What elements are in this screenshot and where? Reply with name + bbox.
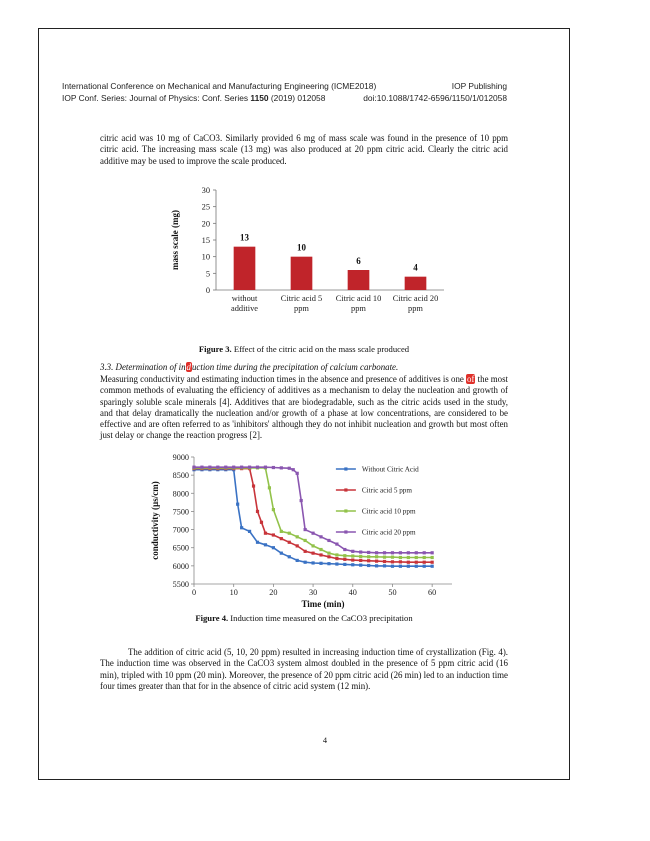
line-point — [335, 553, 338, 556]
line-point — [367, 559, 370, 562]
line-point — [415, 556, 418, 559]
line-point — [431, 551, 434, 554]
line-point — [431, 556, 434, 559]
line-point — [280, 466, 283, 469]
legend-swatch-marker — [344, 467, 347, 470]
line-point — [351, 563, 354, 566]
line-point — [423, 565, 426, 568]
bar-category-label: Citric acid 20 ppm — [392, 294, 439, 313]
bar-data-label: 6 — [356, 256, 361, 266]
line-point — [200, 466, 203, 469]
line-y-tick-label: 6500 — [172, 543, 189, 553]
bar — [348, 270, 370, 290]
line-point — [224, 466, 227, 469]
line-point — [367, 564, 370, 567]
line-point — [399, 560, 402, 563]
figure3-label: Figure 3. — [198, 344, 232, 354]
bar-data-label: 13 — [240, 232, 249, 243]
conclusion-paragraph: The addition of citric acid (5, 10, 20 ppm) resulted in increasing induction time of crystallization (Fig. 4). The induction time was observed in the CaCO3 system almost doubled in the presence of 5 ppm citric acid (16 min), tripled with 10 ppm (20 min). Moreover, the presence of 20 ppm citric acid (26 min) led to an induction time four times greater than that for in the absence of citric acid system (12 min). — [100, 647, 508, 691]
bar-y-tick-label: 30 — [201, 186, 210, 195]
line-point — [319, 535, 322, 538]
bar-category-label: Citric acid 5 ppm — [280, 294, 323, 313]
line-point — [415, 565, 418, 568]
bar — [291, 257, 313, 290]
figure4-label: Figure 4. — [195, 613, 229, 623]
line-point — [431, 561, 434, 564]
line-point — [236, 503, 239, 506]
line-point — [311, 561, 314, 564]
intro-paragraph: citric acid was 10 mg of CaCO3. Similarly provided 6 mg of mass scale was found in the presence of 10 ppm citric acid. The increasing mass scale (13 mg) was also produced at 20 ppm citric acid. Clearly the citric acid additive may be used to improve the scale produced. — [100, 133, 508, 166]
line-point — [296, 544, 299, 547]
running-header-line2 — [62, 93, 507, 103]
line-point — [351, 554, 354, 557]
line-point — [367, 555, 370, 558]
line-y-tick-label: 9000 — [172, 453, 189, 462]
line-point — [407, 565, 410, 568]
line-point — [319, 562, 322, 565]
doi: doi:10.1088/1742-6596/1150/1/012058 — [363, 93, 507, 103]
line-point — [296, 472, 299, 475]
line-point — [232, 466, 235, 469]
line-y-tick-label: 5500 — [172, 580, 189, 589]
bar — [234, 247, 256, 290]
line-point — [256, 541, 259, 544]
bar-data-label: 10 — [297, 242, 306, 253]
line-point — [327, 562, 330, 565]
line-point — [292, 468, 295, 471]
section-title-start: 3.3. Determination of in — [100, 362, 186, 372]
line-y-tick-label: 7500 — [172, 507, 189, 517]
line-point — [280, 552, 283, 555]
bar-y-tick-label: 20 — [201, 219, 210, 229]
publisher-name: IOP Publishing — [451, 81, 507, 91]
line-point — [343, 548, 346, 551]
line-point — [383, 556, 386, 559]
line-point — [256, 466, 259, 469]
line-y-tick-label: 8500 — [172, 471, 189, 481]
bar-category-label: Citric acid 10 ppm — [335, 294, 382, 313]
line-point — [391, 551, 394, 554]
line-x-tick-label: 20 — [269, 588, 278, 597]
line-point — [423, 561, 426, 564]
line-point — [311, 552, 314, 555]
body-paragraph-rest: the most common methods of evaluating the efficiency of additives as a mechanism to delay the nucleation and growth of sparingly soluble scale minerals [4]. Additives that are biodegradable, such as the citric acids used in the study, and that delay dramatically the nucleation and/or growth of a phase at low concentrations, are considered to be effective and are often referred to as 'inhibitors' although they do not inhibit nucleation and growth but most often just delay or change the reaction progress [2]. — [100, 374, 508, 441]
bar-y-tick-label: 5 — [205, 269, 210, 279]
series-suffix: (2019) 012058 — [268, 93, 326, 103]
figure4-caption-text: Induction time measured on the CaCO3 precipitation — [228, 613, 413, 623]
line-point — [260, 521, 263, 524]
line-point — [304, 528, 307, 531]
line-point — [399, 551, 402, 554]
line-x-axis-label: Time (min) — [301, 599, 345, 609]
line-point — [240, 526, 243, 529]
line-point — [268, 486, 271, 489]
line-point — [343, 558, 346, 561]
figure4-caption — [100, 613, 508, 623]
bar-y-tick-label: 25 — [201, 202, 210, 212]
line-point — [311, 544, 314, 547]
figure3-caption — [100, 344, 508, 354]
line-point — [272, 546, 275, 549]
line-point — [280, 537, 283, 540]
line-point — [216, 466, 219, 469]
line-point — [272, 533, 275, 536]
line-point — [327, 555, 330, 558]
line-point — [415, 551, 418, 554]
bar-y-tick-label: 0 — [205, 286, 210, 295]
line-point — [288, 541, 291, 544]
line-x-tick-label: 30 — [308, 588, 318, 597]
line-point — [296, 559, 299, 562]
line-point — [248, 466, 251, 469]
line-y-tick-label: 7000 — [172, 525, 189, 535]
line-point — [343, 554, 346, 557]
line-point — [359, 550, 362, 553]
bar-category-label: without additive — [231, 294, 258, 313]
line-point — [415, 561, 418, 564]
line-point — [343, 563, 346, 566]
line-point — [359, 559, 362, 562]
line-x-tick-label: 60 — [428, 588, 437, 597]
line-point — [304, 561, 307, 564]
line-point — [375, 555, 378, 558]
section-title-highlight: d — [186, 362, 191, 372]
line-x-tick-label: 50 — [388, 588, 397, 597]
series-prefix: IOP Conf. Series: Journal of Physics: Conf. Series — [62, 93, 251, 103]
line-point — [256, 510, 259, 513]
line-point — [407, 556, 410, 559]
line-point — [327, 539, 330, 542]
line-y-axis-label: conductivity (µs/cm) — [150, 481, 160, 560]
line-point — [431, 565, 434, 568]
legend-swatch-marker — [344, 509, 347, 512]
line-point — [423, 551, 426, 554]
line-point — [383, 564, 386, 567]
line-x-tick-label: 10 — [229, 588, 238, 597]
line-point — [359, 564, 362, 567]
line-point — [375, 564, 378, 567]
line-x-tick-label: 0 — [191, 588, 197, 597]
section-title-end: uction time during the precipitation of calcium carbonate. — [191, 362, 399, 372]
line-point — [359, 555, 362, 558]
line-point — [252, 484, 255, 487]
line-point — [272, 508, 275, 511]
line-point — [383, 551, 386, 554]
body-paragraph-lead: Measuring conductivity and estimating induction times in the absence and presence of additives is one — [100, 374, 467, 384]
line-point — [383, 560, 386, 563]
conference-name: International Conference on Mechanical and Manufacturing Engineering (ICME2018) — [62, 81, 377, 91]
line-point — [192, 466, 195, 469]
line-point — [367, 551, 370, 554]
line-point — [399, 565, 402, 568]
series-volume: 1150 — [250, 93, 269, 103]
bar — [405, 277, 427, 290]
line-point — [288, 555, 291, 558]
section-heading — [100, 362, 508, 372]
legend-label: Citric acid 10 ppm — [361, 507, 416, 516]
line-point — [327, 552, 330, 555]
running-header-line1 — [62, 81, 507, 91]
line-point — [300, 499, 303, 502]
line-point — [288, 467, 291, 470]
line-y-tick-label: 8000 — [172, 489, 189, 499]
line-point — [240, 466, 243, 469]
bar-y-axis-label: mass scale (mg) — [170, 210, 180, 270]
figure3-bar-chart — [160, 180, 460, 330]
line-point — [264, 543, 267, 546]
line-point — [264, 532, 267, 535]
line-point — [351, 558, 354, 561]
line-point — [272, 466, 275, 469]
line-point — [319, 553, 322, 556]
line-x-tick-label: 40 — [348, 588, 357, 597]
bar-y-tick-label: 10 — [201, 252, 210, 262]
figure4-line-chart — [150, 452, 460, 609]
body-paragraph — [100, 374, 508, 442]
line-point — [351, 550, 354, 553]
line-y-tick-label: 6000 — [172, 561, 189, 571]
line-point — [335, 557, 338, 560]
line-point — [399, 556, 402, 559]
legend-label: Citric acid 20 ppm — [361, 528, 416, 537]
line-point — [304, 539, 307, 542]
legend-label: Citric acid 5 ppm — [361, 486, 413, 495]
line-point — [375, 551, 378, 554]
bar-y-tick-label: 15 — [201, 236, 210, 245]
figure3-caption-text: Effect of the citric acid on the mass scale produced — [231, 344, 410, 354]
line-point — [335, 562, 338, 565]
line-point — [391, 565, 394, 568]
line-point — [248, 530, 251, 533]
line-point — [264, 466, 267, 469]
legend-label: Without Citric Acid — [361, 465, 419, 474]
line-point — [391, 560, 394, 563]
line-point — [423, 556, 426, 559]
legend-swatch-marker — [344, 488, 347, 491]
line-point — [407, 561, 410, 564]
bar-data-label: 4 — [413, 262, 418, 273]
line-point — [208, 466, 211, 469]
line-point — [335, 542, 338, 545]
line-point — [391, 556, 394, 559]
page-number: 4 — [322, 736, 328, 745]
line-point — [296, 535, 299, 538]
legend-swatch-marker — [344, 530, 347, 533]
line-point — [319, 548, 322, 551]
body-paragraph-highlight: of — [467, 374, 475, 384]
line-point — [304, 550, 307, 553]
line-point — [311, 532, 314, 535]
line-point — [288, 532, 291, 535]
line-point — [407, 551, 410, 554]
line-point — [280, 530, 283, 533]
line-point — [375, 560, 378, 563]
